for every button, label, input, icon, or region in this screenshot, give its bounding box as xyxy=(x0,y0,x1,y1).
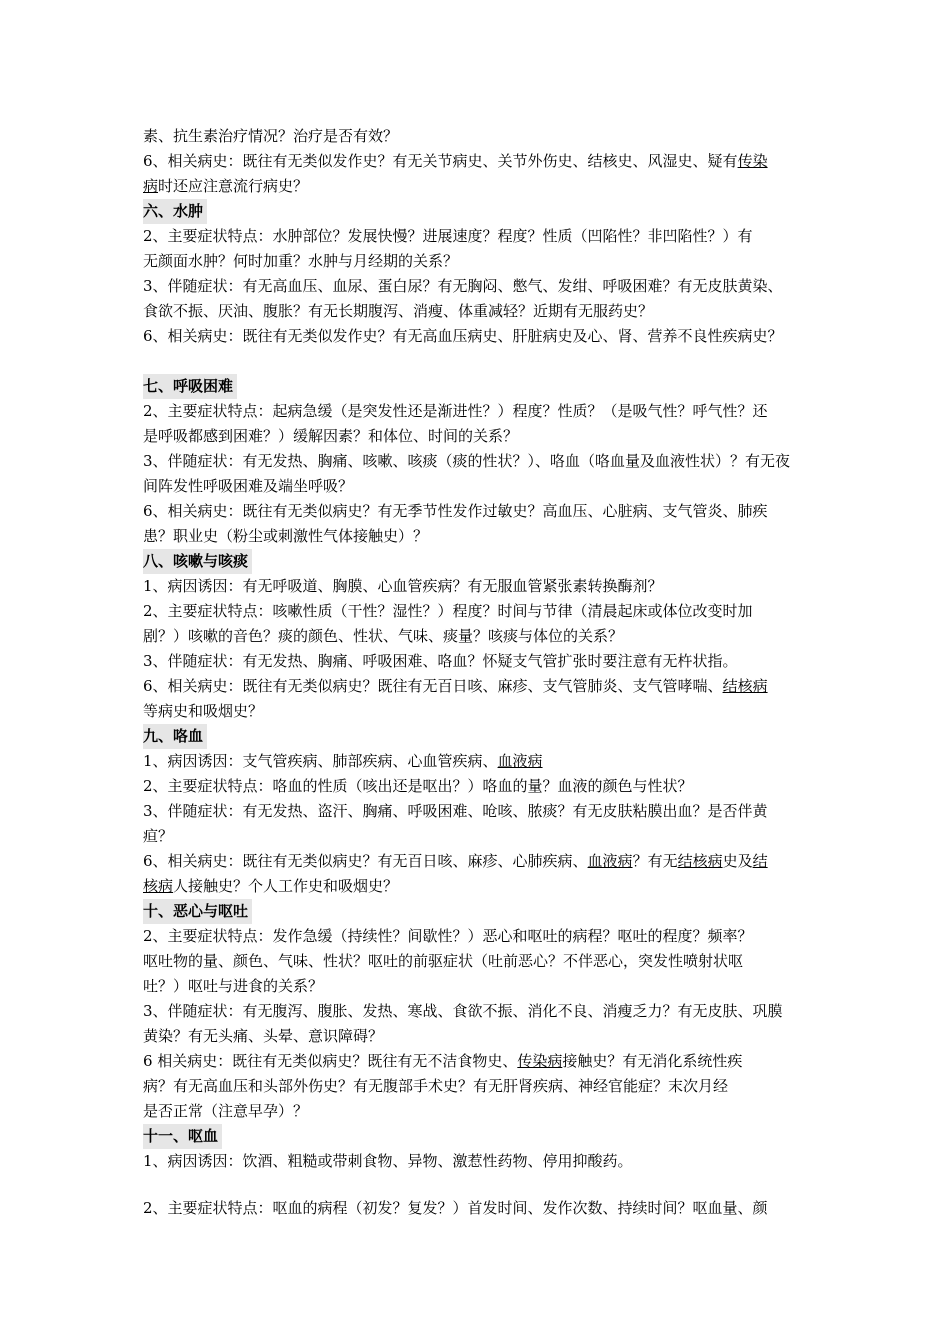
text: 3、伴随症状：有无高血压、血尿、蛋白尿？有无胸闷、憋气、发绀、呼吸困难？有无皮肤黄染、 xyxy=(143,277,783,295)
section-heading xyxy=(143,199,823,224)
text-line xyxy=(143,274,823,299)
term-link[interactable]: 结核病 xyxy=(722,677,768,695)
text: 3、伴随症状：有无发热、盗汗、胸痛、呼吸困难、呛咳、脓痰？有无皮肤粘膜出血？是否伴黄 xyxy=(143,802,768,820)
text: 黄染？有无头痛、头晕、意识障碍？ xyxy=(143,1027,384,1045)
text-line xyxy=(143,649,823,674)
text-line xyxy=(143,999,823,1024)
section-heading xyxy=(143,374,823,399)
text-line xyxy=(143,449,823,474)
text-line xyxy=(143,1024,823,1049)
text-line xyxy=(143,224,823,249)
text-line xyxy=(143,624,823,649)
text: 食欲不振、厌油、腹胀？有无长期腹泻、消瘦、体重减轻？近期有无服药史？ xyxy=(143,302,654,320)
section-heading xyxy=(143,1124,823,1149)
term-link[interactable]: 传染病 xyxy=(517,1052,563,1070)
text: 病？有无高血压和头部外伤史？有无腹部手术史？有无肝肾疾病、神经官能症？末次月经 xyxy=(143,1077,729,1095)
text: 6 相关病史：既往有无类似病史？既往有无不洁食物史、 xyxy=(143,1052,518,1070)
text: 人接触史？个人工作史和吸烟史？ xyxy=(173,877,399,895)
text: 1、病因诱因：有无呼吸道、胸膜、心血管疾病？有无服血管紧张素转换酶剂？ xyxy=(143,577,663,595)
text: 2、主要症状特点：发作急缓（持续性？间歇性？）恶心和呕吐的病程？呕吐的程度？频率？ xyxy=(143,927,753,945)
text-line xyxy=(143,1074,823,1099)
text: 是呼吸都感到困难？）缓解因素？和体位、时间的关系？ xyxy=(143,427,519,445)
text-line xyxy=(143,924,823,949)
text: 接触史？有无消化系统性疾 xyxy=(562,1052,743,1070)
heading-text: 十、恶心与呕吐 xyxy=(143,899,252,924)
blank-line xyxy=(143,1174,823,1196)
text-line xyxy=(143,149,823,174)
text: 素、抗生素治疗情况？治疗是否有效？ xyxy=(143,127,399,145)
text-line xyxy=(143,299,823,324)
text-line xyxy=(143,1049,823,1074)
text-line xyxy=(143,974,823,999)
text: 吐？）呕吐与进食的关系？ xyxy=(143,977,324,995)
text-line xyxy=(143,824,823,849)
text-line xyxy=(143,424,823,449)
text-line xyxy=(143,949,823,974)
term-link[interactable]: 血液病 xyxy=(587,852,633,870)
heading-text: 十一、呕血 xyxy=(143,1124,222,1149)
term-link[interactable]: 核病 xyxy=(143,877,174,895)
text-line xyxy=(143,849,823,874)
section-heading xyxy=(143,724,823,749)
text: 2、主要症状特点：呕血的病程（初发？复发？）首发时间、发作次数、持续时间？呕血量、颜 xyxy=(143,1199,768,1217)
text: 2、主要症状特点：水肿部位？发展快慢？进展速度？程度？性质（凹陷性？非凹陷性？）有 xyxy=(143,227,753,245)
text: 6、相关病史：既往有无类似发作史？有无高血压病史、肝脏病史及心、肾、营养不良性疾病史？ xyxy=(143,327,783,345)
text-line xyxy=(143,1149,823,1174)
heading-text: 八、咳嗽与咳痰 xyxy=(143,549,252,574)
text-line xyxy=(143,749,823,774)
text: 2、主要症状特点：咯血的性质（咳出还是呕出？）咯血的量？血液的颜色与性状？ xyxy=(143,777,693,795)
blank-line xyxy=(143,349,823,374)
text-line xyxy=(143,599,823,624)
document-body xyxy=(143,124,823,1221)
text: 6、相关病史：既往有无类似病史？有无季节性发作过敏史？高血压、心脏病、支气管炎、肺疾 xyxy=(143,502,768,520)
text-line xyxy=(143,524,823,549)
text: 无颜面水肿？何时加重？水肿与月经期的关系？ xyxy=(143,252,459,270)
term-link[interactable]: 血液病 xyxy=(497,752,543,770)
text: 患？职业史（粉尘或刺激性气体接触史）？ xyxy=(143,527,429,545)
text-line xyxy=(143,674,823,699)
term-link[interactable]: 结核病 xyxy=(677,852,723,870)
text: 2、主要症状特点：咳嗽性质（干性？湿性？）程度？时间与节律（清晨起床或体位改变时加 xyxy=(143,602,753,620)
text: 3、伴随症状：有无腹泻、腹胀、发热、寒战、食欲不振、消化不良、消瘦乏力？有无皮肤、巩膜 xyxy=(143,1002,783,1020)
text-line xyxy=(143,799,823,824)
text-line xyxy=(143,874,823,899)
heading-text: 九、咯血 xyxy=(143,724,207,749)
section-heading xyxy=(143,549,823,574)
text: 剧？）咳嗽的音色？痰的颜色、性状、气味、痰量？咳痰与体位的关系？ xyxy=(143,627,624,645)
text-line xyxy=(143,249,823,274)
text-line xyxy=(143,774,823,799)
heading-text: 六、水肿 xyxy=(143,199,207,224)
text: 2、主要症状特点：起病急缓（是突发性还是渐进性？）程度？性质？（是吸气性？呼气性？还 xyxy=(143,402,768,420)
text-line xyxy=(143,174,823,199)
text-line xyxy=(143,399,823,424)
section-heading xyxy=(143,899,823,924)
text: 3、伴随症状：有无发热、胸痛、咳嗽、咳痰（痰的性状？）、咯血（咯血量及血液性状）？有无夜 xyxy=(143,452,791,470)
text-line xyxy=(143,699,823,724)
text-line xyxy=(143,474,823,499)
text: 6、相关病史：既往有无类似病史？既往有无百日咳、麻疹、支气管肺炎、支气管哮喘、 xyxy=(143,677,723,695)
heading-text: 七、呼吸困难 xyxy=(143,374,237,399)
text-line xyxy=(143,1099,823,1124)
text: ？有无 xyxy=(632,852,678,870)
text-line xyxy=(143,574,823,599)
text: 3、伴随症状：有无发热、胸痛、呼吸困难、咯血？怀疑支气管扩张时要注意有无杵状指。 xyxy=(143,652,738,670)
text: 时还应注意流行病史？ xyxy=(158,177,309,195)
text: 等病史和吸烟史？ xyxy=(143,702,264,720)
text: 间阵发性呼吸困难及端坐呼吸？ xyxy=(143,477,354,495)
term-link[interactable]: 结 xyxy=(752,852,768,870)
term-link[interactable]: 传染 xyxy=(737,152,768,170)
text: 1、病因诱因：饮酒、粗糙或带刺食物、异物、激惹性药物、停用抑酸药。 xyxy=(143,1152,633,1170)
text: 史及 xyxy=(722,852,753,870)
text-line xyxy=(143,124,823,149)
text-line xyxy=(143,499,823,524)
text: 6、相关病史：既往有无类似发作史？有无关节病史、关节外伤史、结核史、风湿史、疑有 xyxy=(143,152,738,170)
text: 呕吐物的量、颜色、气味、性状？呕吐的前驱症状（吐前恶心？不伴恶心，突发性喷射状呕 xyxy=(143,952,744,970)
term-link[interactable]: 病 xyxy=(143,177,159,195)
text-line xyxy=(143,324,823,349)
text-line xyxy=(143,1196,823,1221)
text: 是否正常（注意早孕）？ xyxy=(143,1102,309,1120)
text: 1、病因诱因：支气管疾病、肺部疾病、心血管疾病、 xyxy=(143,752,498,770)
text: 6、相关病史：既往有无类似病史？有无百日咳、麻疹、心肺疾病、 xyxy=(143,852,588,870)
text: 疸？ xyxy=(143,827,174,845)
